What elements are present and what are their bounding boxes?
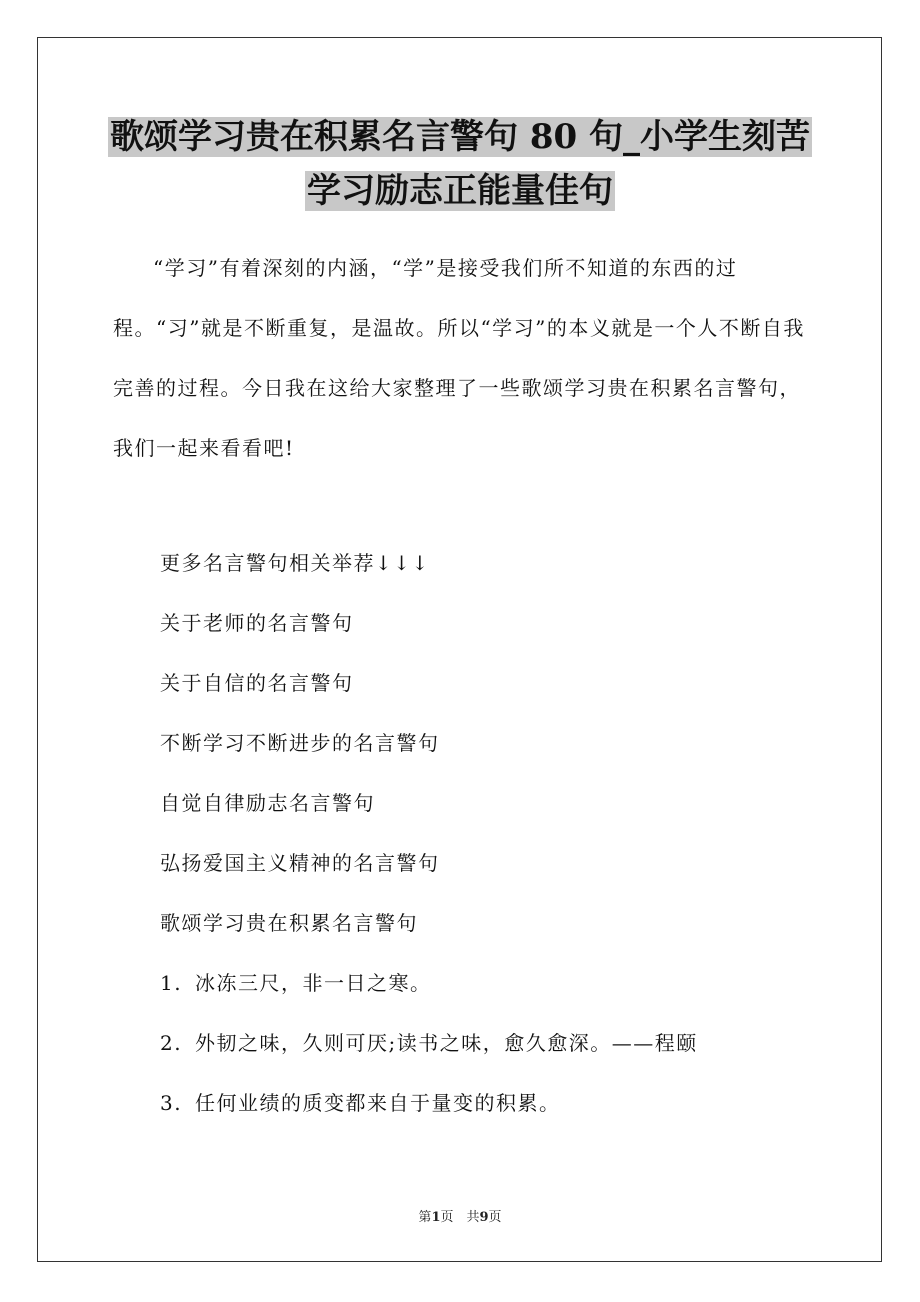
quote-text: 任何业绩的质变都来自于量变的积累。 (195, 1091, 561, 1115)
quote-number: 3. (160, 1091, 183, 1115)
quote-text: 外韧之味，久则可厌;读书之味，愈久愈深。——程颐 (195, 1031, 698, 1055)
page-prefix: 第 (418, 1210, 432, 1225)
related-link-teacher[interactable]: 关于老师的名言警句 (160, 611, 354, 635)
page-total: 9 (479, 1210, 489, 1225)
quote-text: 冰冻三尺，非一日之寒。 (195, 971, 432, 995)
intro-paragraph: “学习”有着深刻的内涵，“学”是接受我们所不知道的东西的过程。“习”就是不断重复，是温故。所以“学习”的本义就是一个人不断自我完善的过程。今日我在这给大家整理了一些歌颂学习贵在积累名言警句，我们一起来看看吧! (113, 256, 805, 460)
related-link-patriotism[interactable]: 弘扬爱国主义精神的名言警句 (160, 851, 440, 875)
related-link-confidence[interactable]: 关于自信的名言警句 (160, 671, 354, 695)
related-link-discipline[interactable]: 自觉自律励志名言警句 (160, 791, 375, 815)
quote-item (160, 1073, 840, 1133)
quote-number: 1. (160, 971, 183, 995)
document-title (60, 110, 860, 218)
title-line-2: 学习励志正能量佳句 (307, 171, 613, 211)
related-heading: 更多名言警句相关举荐↓↓↓ (160, 551, 430, 575)
related-link-learning[interactable]: 不断学习不断进步的名言警句 (160, 731, 440, 755)
page-suffix: 页 (488, 1210, 502, 1225)
content-list (160, 533, 840, 1133)
quote-item (160, 953, 840, 1013)
page-current: 1 (431, 1210, 441, 1225)
page-mid: 页 共 (440, 1210, 480, 1225)
title-line-1: 歌颂学习贵在积累名言警句 80 句_小学生刻苦 (110, 117, 810, 157)
quote-item (160, 1013, 840, 1073)
section-heading: 歌颂学习贵在积累名言警句 (160, 911, 418, 935)
quote-number: 2. (160, 1031, 183, 1055)
page-footer (0, 1206, 920, 1225)
